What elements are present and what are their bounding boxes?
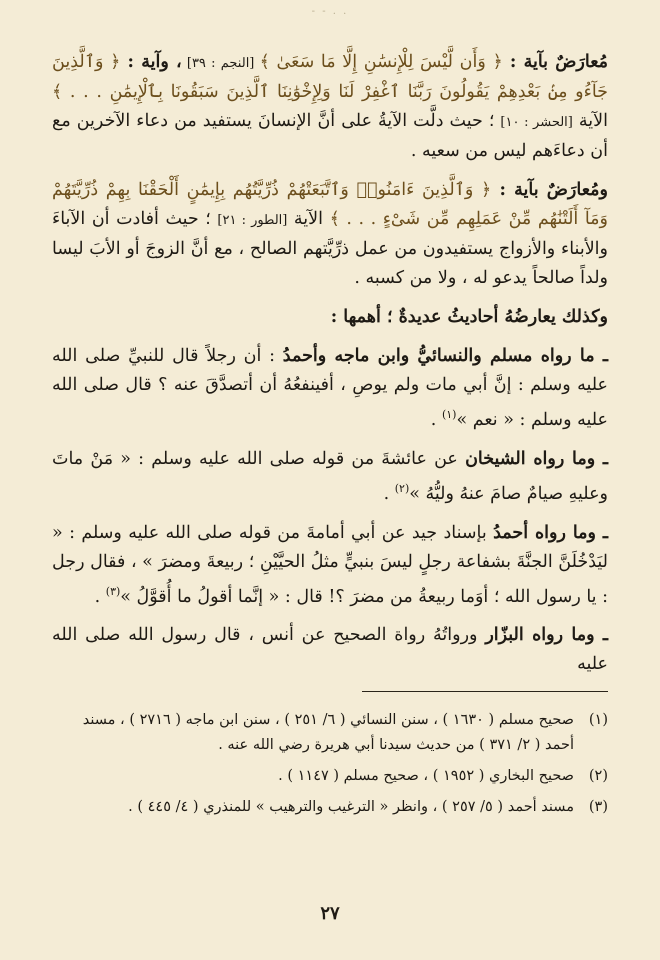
paragraph-p6 [52,519,608,612]
text-run: مُعارَضٌ بآية : [502,52,609,72]
paragraph-p3 [52,303,608,332]
quran-verse: ﴿ وَٱلَّذِينَ جَآءُو مِنۢ بَعْدِهِمْ يَقُولُونَ رَبَّنَا ٱغْفِرْ لَنَا وَلِإِخْوَٰنِنَا ٱلَّذِينَ سَبَقُونَا بِٱلْإِيمَٰنِ . . . ﴾ [52,52,608,102]
text-run: ورواتُهُ رواة الصحيح عن أنس ، قال رسول الله صلى الله عليه [52,625,608,675]
text-run: . [94,586,106,607]
paragraph-p1 [52,48,608,166]
main-text [52,48,608,679]
text-run: الآية [572,111,608,131]
footnote-text: مسند أحمد ( ٥/ ٢٥٧ ) ، وانظر « الترغيب والترهيب » للمنذري ( ٤/ ٤٤٥ ) . [128,799,574,816]
footnote-text: صحيح البخاري ( ١٩٥٢ ) ، صحيح مسلم ( ١١٤٧ ) . [278,768,574,785]
footnote [52,764,608,789]
text-run: . [383,483,395,504]
footnote [52,795,608,820]
paragraph-p7 [52,621,608,679]
paragraph-p5 [52,445,608,509]
footnote-text: صحيح مسلم ( ١٦٣٠ ) ، سنن النسائي ( ٦/ ٢٥١ ) ، سنن ابن ماجه ( ٢٧١٦ ) ، مسند أحمد ( ٢/ ٣٧١ ) من حديث سيدنا أبي هريرة رضي الله عنه . [82,712,574,754]
text-run: بإسناد جيد عن أبي أمامةَ من قوله صلى الله عليه وسلم : « ليَدْخُلَنَّ الجنَّةَ بشفاعة رجلٍ ليسَ بنبيٍّ مثلُ الحيَّيْنِ ؛ ربيعةَ ومضرَ » ، فقال رجل : يا رسول الله ؛ أوَما ربيعةُ من مضرَ ؟! قال : « إنَّما أقولُ ما أُقوَّلُ » [52,522,608,607]
quran-verse: ﴿ وَأَن لَّيْسَ لِلْإِنسَٰنِ إِلَّا مَا سَعَىٰ ﴾ [259,52,503,72]
quran-verse: ﴿ وَٱلَّذِينَ ءَامَنُوا۟ وَٱتَّبَعَتْهُمْ ذُرِّيَّتُهُم بِإِيمَٰنٍ أَلْحَقْنَا بِهِمْ ذُرِّيَّتَهُمْ وَمَآ أَلَتْنَٰهُم مِّنْ عَمَلِهِم مِّن شَىْءٍ . . . ﴾ [52,180,608,229]
text-run: ؛ حيث أفادت أن الآباءَ والأبناء والأزواج يستفيدون من عمل ذرِّيَّتهم الصالح ، مع أنَّ الزوجَ أو الأبَ ليسا ولداً صالحاً يدعو له ، ولا من كسبه . [52,209,608,288]
text-run: ، وآية : [120,52,182,72]
text-run: ـ ما رواه مسلم والنسائيُّ وابن ماجه وأحمدُ [282,346,608,366]
footnote-separator [362,691,608,692]
text-run: ـ وما رواه البزّار [485,625,608,646]
page-number: ٢٧ [320,903,340,924]
footnote-ref: (٣) [105,584,121,598]
paragraph-p2 [52,176,608,293]
footnotes [52,708,608,820]
text-run: عن عائشةَ من قوله صلى الله عليه وسلم : « مَنْ ماتَ وعليهِ صيامٌ صامَ عنهُ وليُّهُ » [52,448,608,504]
text-run: ـ وما رواه الشيخان [465,448,609,469]
footnote-number: (٢) [588,768,608,785]
page-top-mark: - - . . [311,6,349,17]
footnote-number: (٣) [588,799,608,816]
paragraph-p4 [52,342,608,435]
text-run: . [430,409,442,430]
verse-citation: [النجم : ٣٩] [181,56,260,71]
verse-citation: [الطور : ٢١] [217,213,288,228]
text-run: الآية [287,209,330,229]
text-run: ومُعارَضٌ بآية : [491,180,608,200]
footnote [52,708,608,758]
text-run: وكذلك يعارضُهُ أحاديثُ عديدةٌ ؛ أهمها : [330,307,608,327]
text-run: ؛ حيث دلَّت الآيةُ على أنَّ الإنسانَ يستفيد من دعاء الآخرين مع أن دعاءَهم ليس من سعيه . [52,111,608,161]
footnote-ref: (١) [441,408,457,421]
verse-citation: [الحشر : ١٠] [500,115,573,130]
footnote-number: (١) [588,712,608,729]
text-run: ـ وما رواه أحمدُ [493,522,608,543]
footnote-ref: (٢) [394,481,410,495]
text-run: : أن رجلاً قال للنبيِّ صلى الله عليه وسلم : إنَّ أبي مات ولم يوصِ ، أفينفعُهُ أن أتصدَّقَ عنه ؟ قال صلى الله عليه وسلم : « نعم » [52,346,608,430]
